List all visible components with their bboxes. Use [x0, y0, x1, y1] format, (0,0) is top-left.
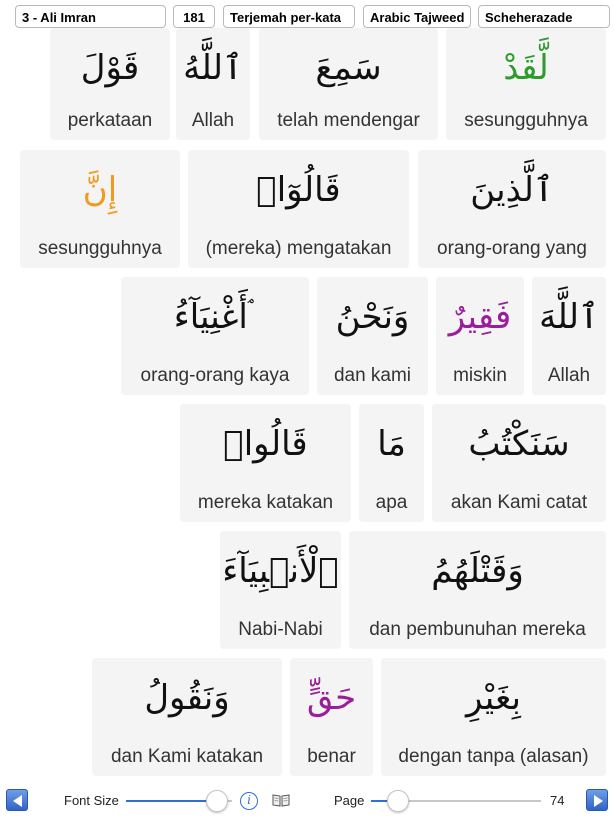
arabic-word: سَنَكْتُبُ [468, 424, 570, 464]
word-card[interactable] [50, 28, 170, 140]
surah-selector[interactable]: 3 - Ali Imran [15, 5, 166, 28]
word-card[interactable] [432, 404, 606, 522]
word-card[interactable] [532, 277, 606, 395]
word-translation: Allah [547, 365, 591, 386]
word-card[interactable] [121, 277, 309, 395]
word-translation: orang-orang yang [437, 238, 587, 259]
word-translation: orang-orang kaya [140, 365, 290, 386]
word-card[interactable] [176, 28, 250, 140]
arabic-word: إِنَّ [82, 170, 118, 210]
arabic-word: ٱللَّهُ [183, 48, 243, 88]
font-size-slider-thumb[interactable] [206, 790, 228, 812]
word-card[interactable] [349, 531, 606, 649]
arabic-word: لَّقَدْ [503, 48, 549, 88]
word-translation: dan Kami katakan [110, 746, 264, 767]
font-size-slider[interactable] [126, 800, 232, 802]
word-translation: sesungguhnya [38, 238, 162, 259]
word-card[interactable] [188, 150, 409, 268]
word-card[interactable] [359, 404, 424, 522]
font-selector[interactable]: Scheherazade [478, 5, 610, 28]
word-translation: Allah [191, 110, 235, 131]
word-translation: Nabi-Nabi [238, 619, 323, 640]
arabic-style-selector[interactable]: Arabic Tajweed [363, 5, 471, 28]
ayah-selector[interactable]: 181 [173, 5, 215, 28]
translation-mode-selector[interactable]: Terjemah per-kata [223, 5, 355, 28]
arabic-word: ٱلَّذِينَ [470, 170, 554, 210]
word-card[interactable] [259, 28, 438, 140]
word-translation: apa [375, 492, 408, 513]
word-translation: (mereka) mengatakan [205, 238, 392, 259]
word-card[interactable] [180, 404, 351, 522]
word-translation: dengan tanpa (alasan) [398, 746, 589, 767]
arabic-word: بِغَيْرِ [466, 678, 521, 718]
word-card[interactable] [92, 658, 282, 776]
left-arrow-icon [13, 795, 22, 807]
word-card[interactable] [290, 658, 373, 776]
previous-page-button[interactable] [6, 789, 28, 811]
arabic-word: سَمِعَ [315, 48, 382, 88]
word-translation: benar [307, 746, 356, 767]
page-label: Page [334, 793, 365, 808]
next-page-button[interactable] [586, 789, 608, 811]
bottom-toolbar [0, 782, 614, 819]
word-translation: dan kami [333, 365, 412, 386]
page-number: 74 [550, 793, 565, 808]
word-card[interactable] [446, 28, 606, 140]
word-card[interactable] [436, 277, 524, 395]
arabic-word: ٱلْأَنۢبِيَآءَ [222, 551, 339, 591]
arabic-word: وَقَتْلَهُمُ [431, 551, 524, 591]
word-by-word-view [0, 36, 614, 782]
page-slider-thumb[interactable] [387, 790, 409, 812]
arabic-word: ٱللَّهَ [539, 297, 599, 337]
word-card[interactable] [418, 150, 606, 268]
word-card[interactable] [220, 531, 341, 649]
arabic-word: قَالُوٓا۟ [256, 170, 341, 210]
word-card[interactable] [20, 150, 180, 268]
arabic-word: أَغْنِيَآءُ ۘ [173, 297, 257, 337]
book-icon[interactable] [272, 794, 290, 807]
arabic-word: وَنَقُولُ [144, 678, 230, 718]
word-translation: mereka katakan [197, 492, 334, 513]
arabic-word: فَقِيرٌ [448, 297, 512, 337]
right-arrow-icon [594, 795, 603, 807]
arabic-word: وَنَحْنُ [335, 297, 410, 337]
word-translation: telah mendengar [277, 110, 420, 131]
word-card[interactable] [317, 277, 428, 395]
page-slider[interactable] [371, 800, 541, 802]
word-translation: miskin [453, 365, 507, 386]
info-icon[interactable]: i [240, 792, 258, 810]
word-translation: sesungguhnya [464, 110, 588, 131]
word-card[interactable] [381, 658, 606, 776]
arabic-word: مَا [377, 424, 406, 464]
word-translation: akan Kami catat [450, 492, 588, 513]
font-size-slider-fill [126, 800, 217, 802]
arabic-word: قَالُوا۟ [223, 424, 308, 464]
word-translation: dan pembunuhan mereka [369, 619, 586, 640]
arabic-word: قَوْلَ [80, 48, 140, 88]
word-translation: perkataan [67, 110, 153, 131]
font-size-label: Font Size [64, 793, 119, 808]
arabic-word: حَقٍّ [306, 678, 357, 718]
